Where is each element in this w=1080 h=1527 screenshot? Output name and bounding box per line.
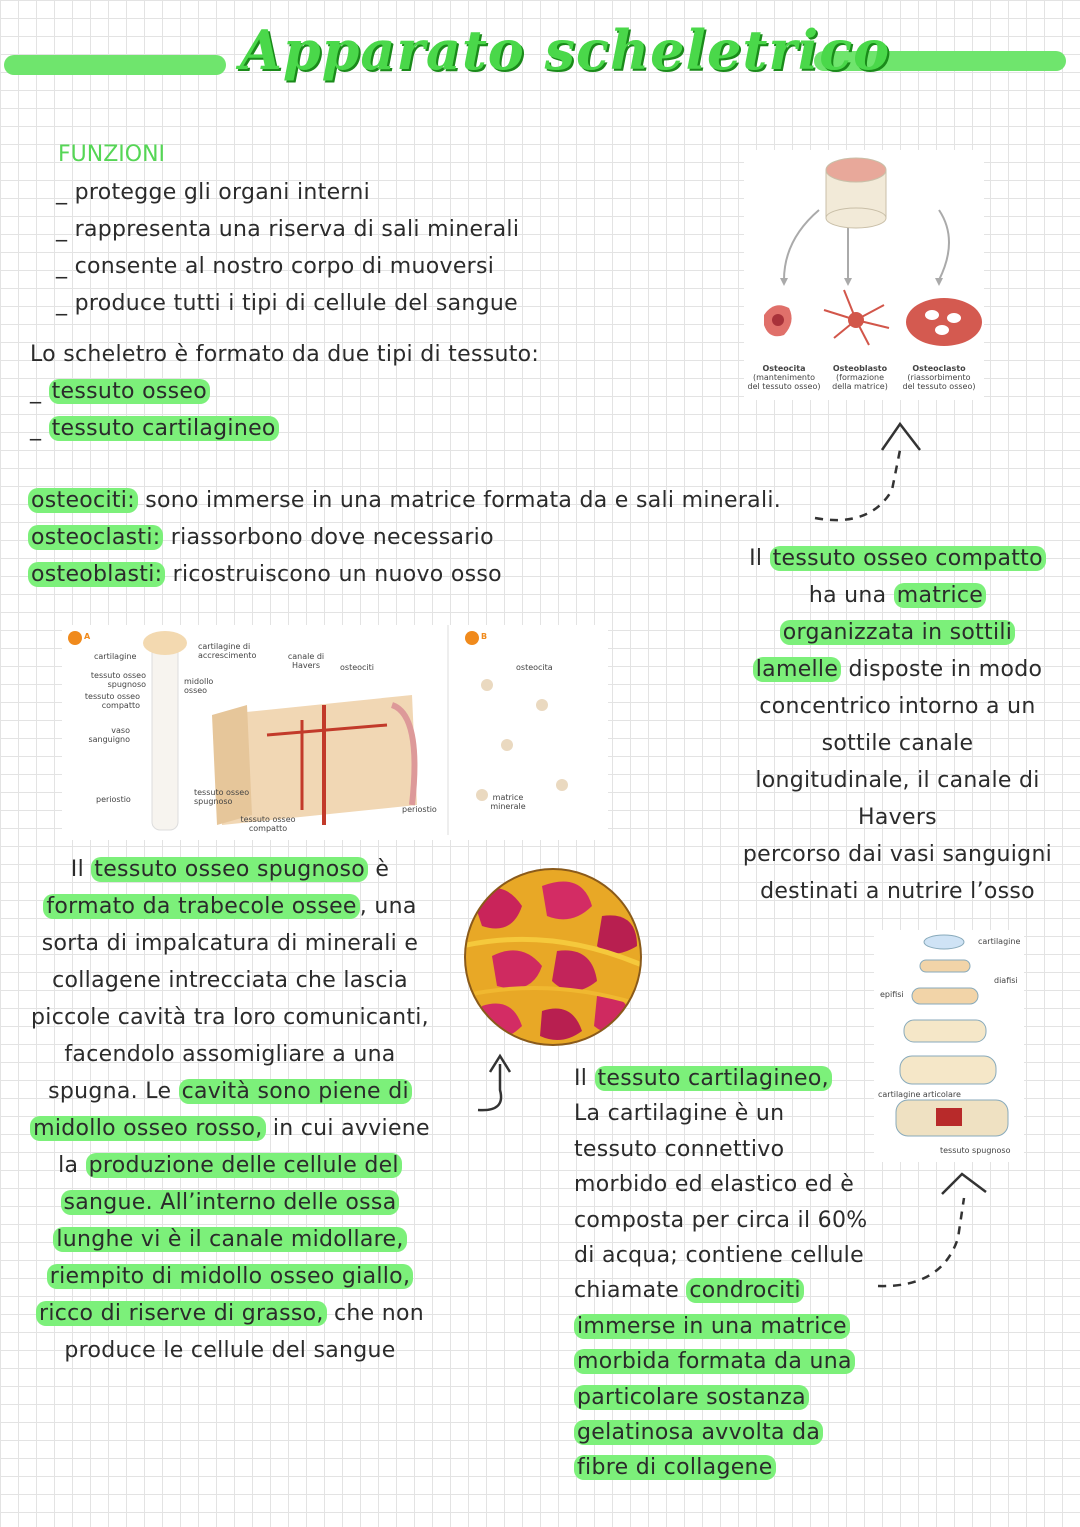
text-line: Havers <box>858 805 937 830</box>
list-item: _ protegge gli organi interni <box>56 180 371 205</box>
funzioni-section <box>58 138 165 172</box>
osteoblasto-label: Osteoblasto (formazione della matrice) <box>832 364 888 391</box>
tessuti-intro: Lo scheletro è formato da due tipi di tessuto: <box>30 342 540 367</box>
text-line: collagene intrecciata che lascia <box>52 968 408 993</box>
bone-growth-figure <box>874 930 1024 1162</box>
funzioni-list <box>56 174 519 322</box>
label-midollo: midollo osseo <box>184 677 214 695</box>
label-accrescimento: cartilagine di accrescimento <box>198 642 257 660</box>
bone-cells-diagram <box>744 150 984 400</box>
spongy-bone-photo <box>462 866 644 1048</box>
text-line: piccole cavità tra loro comunicanti, <box>31 1005 429 1030</box>
cell-definition: osteoclasti: riassorbono dove necessario <box>28 519 781 556</box>
label-epifisi: epifisi <box>880 990 904 999</box>
title-bar-left <box>4 55 226 75</box>
label-matrice: matrice minerale <box>490 793 526 811</box>
text-line: sottile canale <box>821 731 974 756</box>
text-line: destinati a nutrire l’osso <box>760 879 1035 904</box>
text-line: immerse in una matrice <box>574 1309 874 1344</box>
dashed-arrow-icon <box>810 410 940 530</box>
cell-definition: osteoblasti: ricostruiscono un nuovo osso <box>28 556 781 593</box>
text-line: spugna. Le cavità sono piene di <box>10 1073 450 1110</box>
curved-arrow-icon <box>466 1050 526 1120</box>
text-line: Il tessuto osseo spugnoso è <box>70 857 390 882</box>
spugnoso-section <box>10 851 450 1369</box>
label-compatto2: tessuto osseo compatto <box>240 815 296 833</box>
text-line: concentrico intorno a un <box>759 694 1036 719</box>
list-item: _ tessuto cartilagineo <box>30 410 539 447</box>
text-line: lunghe vi è il canale midollare, <box>10 1221 450 1258</box>
label-spugnoso-growth: tessuto spugnoso <box>940 1146 1011 1155</box>
text-line: morbido ed elastico ed è <box>574 1172 855 1198</box>
text-line: longitudinale, il canale di <box>755 768 1040 793</box>
list-item: _ rappresenta una riserva di sali minerali <box>56 217 520 242</box>
dashed-arrow-icon <box>872 1168 992 1298</box>
text-line: la produzione delle cellule del <box>10 1147 450 1184</box>
list-item: _ consente al nostro corpo di muoversi <box>56 254 495 279</box>
list-item: _ produce tutti i tipi di cellule del sangue <box>56 291 518 316</box>
compatto-section <box>730 540 1065 910</box>
cartilagineo-section <box>574 1061 874 1486</box>
label-compatto: tessuto osseo compatto <box>84 692 140 710</box>
text-line: midollo osseo rosso, in cui avviene <box>10 1110 450 1147</box>
text-line: sangue. All’interno delle ossa <box>10 1184 450 1221</box>
text-line: morbida formata da una <box>574 1344 874 1379</box>
text-line: produce le cellule del sangue <box>64 1338 396 1363</box>
text-line: composta per circa il 60% <box>574 1207 868 1233</box>
label-periostio2: periostio <box>402 805 437 814</box>
label-osteocita: osteocita <box>516 663 553 672</box>
label-cartilagine-growth: cartilagine <box>978 937 1021 946</box>
cell-definition: osteociti: sono immerse in una matrice formata da e sali minerali. <box>28 482 781 519</box>
text-line: gelatinosa avvolta da <box>574 1415 874 1450</box>
text-line: particolare sostanza <box>574 1380 874 1415</box>
text-line: riempito di midollo osseo giallo, <box>10 1258 450 1295</box>
tessuti-section <box>30 336 539 447</box>
osteocita-label: Osteocita (mantenimento del tessuto osseo) <box>747 364 821 391</box>
bone-growth-illustration <box>874 930 1024 1162</box>
bone-cells-illustration <box>744 150 984 400</box>
text-line: fibre di collagene <box>574 1450 874 1485</box>
label-osteociti: osteociti <box>340 663 374 672</box>
badge-a: A <box>84 632 91 641</box>
funzioni-heading: FUNZIONI <box>58 142 166 167</box>
text-line: di acqua; contiene cellule <box>574 1243 864 1269</box>
label-cartilagine: cartilagine <box>94 652 137 661</box>
label-spugnoso2: tessuto osseo spugnoso <box>194 788 250 806</box>
text-line: lamelle disposte in modo <box>730 651 1065 688</box>
cells-section <box>28 482 781 593</box>
text-line: formato da trabecole ossee , una <box>10 888 450 925</box>
text-line: La cartilagine è un <box>574 1101 785 1127</box>
label-spugnoso: tessuto osseo spugnoso <box>90 671 146 689</box>
text-line: ricco di riserve di grasso, che non <box>10 1295 450 1332</box>
text-line: tessuto connettivo <box>574 1136 785 1162</box>
osteoclasto-label: Osteoclasto (riassorbimento del tessuto osseo) <box>902 364 976 391</box>
text-line: facendolo assomigliare a una <box>64 1042 396 1067</box>
list-item: _ tessuto osseo <box>30 373 539 410</box>
label-diafisi: diafisi <box>994 976 1018 985</box>
text-line: percorso dai vasi sanguigni <box>742 842 1053 867</box>
text-line: Il tessuto osseo compatto <box>730 540 1065 577</box>
label-periostio: periostio <box>96 795 131 804</box>
text-line: chiamate condrociti <box>574 1273 874 1308</box>
text-line: organizzata in sottili <box>730 614 1065 651</box>
label-havers: canale di Havers <box>287 652 325 670</box>
page-title: Apparato scheletrico <box>240 18 891 82</box>
text-line: sorta di impalcatura di minerali e <box>41 931 419 956</box>
bone-structure-figure <box>62 625 608 840</box>
text-line: Il tessuto cartilagineo, <box>574 1061 874 1096</box>
text-line: ha una matrice <box>730 577 1065 614</box>
badge-b: B <box>481 632 488 641</box>
label-vaso: vaso sanguigno <box>88 726 130 744</box>
label-articolare: cartilagine articolare <box>878 1090 961 1099</box>
